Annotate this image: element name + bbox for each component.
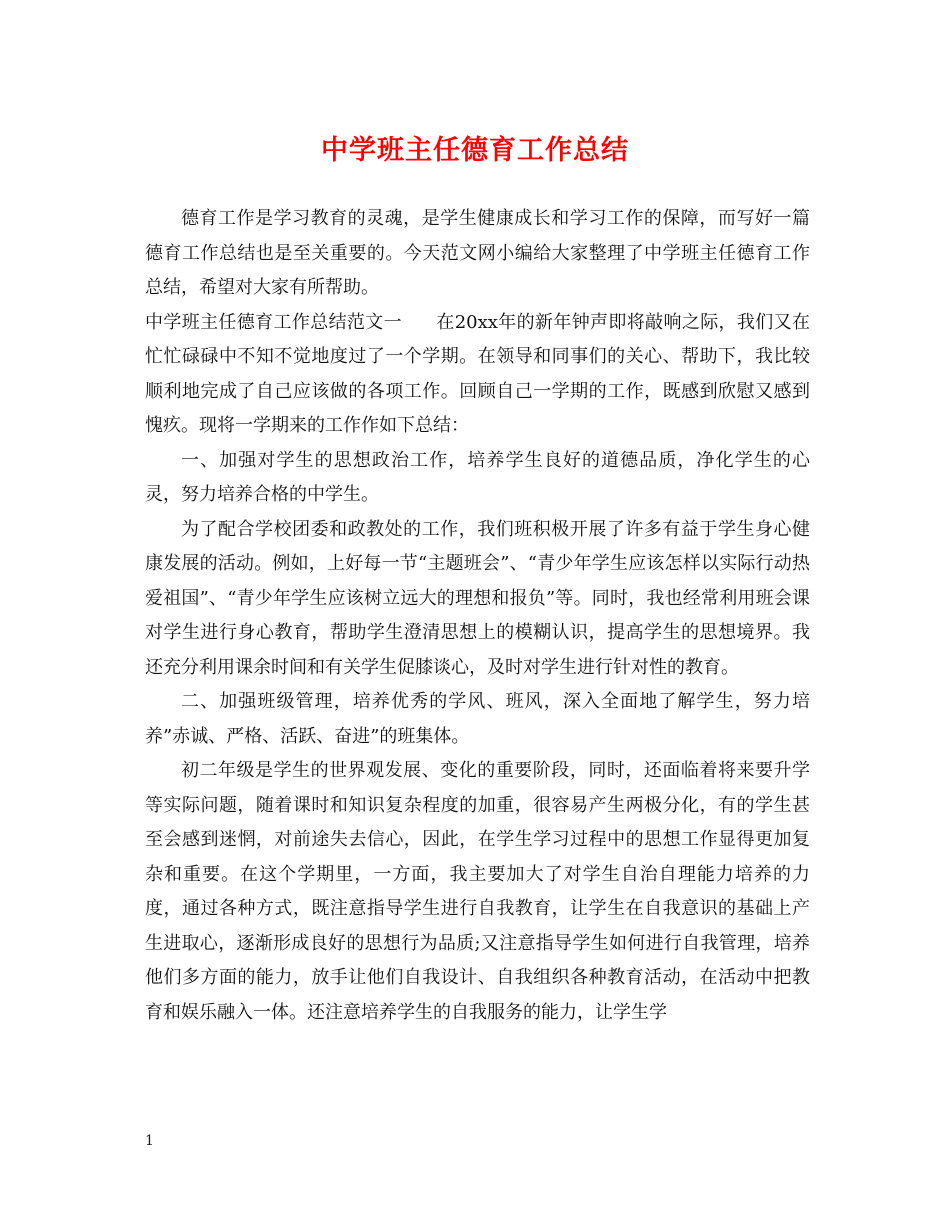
document-title: 中学班主任德育工作总结 <box>321 135 629 166</box>
intro-paragraph: 德育工作是学习教育的灵魂，是学生健康成长和学习工作的保障，而写好一篇德育工作总结也是至关重要的。今天范文网小编给大家整理了中学班主任德育工作总结，希望对大家有所帮助。 <box>145 208 810 298</box>
body-paragraph: 初二年级是学生的世界观发展、变化的重要阶段，同时，还面临着将来要升学等实际问题，随着课时和知识复杂程度的加重，很容易产生两极分化，有的学生甚至会感到迷惘，对前途失去信心，因此，在学生学习过程中的思想工作显得更加复杂和重要。在这个学期里，一方面，我主要加大了对学生自治自理能力培养的力度，通过各种方式，既注意指导学生进行自我教育，让学生在自我意识的基础上产生进取心，逐渐形成良好的思想行为品质;又注意指导学生如何进行自我管理，培养他们多方面的能力，放手让他们自我设计、自我组织各种教育活动，在活动中把教育和娱乐融入一体。还注意培养学生的自我服务的能力，让学生学 <box>145 760 810 1023</box>
page-number: 1 <box>145 1133 154 1149</box>
section-paragraph <box>145 306 810 444</box>
section-label: 中学班主任德育工作总结范文一 <box>145 311 402 333</box>
body-paragraph: 为了配合学校团委和政教处的工作，我们班积极开展了许多有益于学生身心健康发展的活动。例如，上好每一节“主题班会”、“青少年学生应该怎样以实际行动热爱祖国”、“青少年学生应该树立远大的理想和报负”等。同时，我也经常利用班会课对学生进行身心教育，帮助学生澄清思想上的模糊认识，提高学生的思想境界。我还充分利用课余时间和有关学生促膝谈心，及时对学生进行针对性的教育。 <box>145 518 810 678</box>
body-paragraph: 二、加强班级管理，培养优秀的学风、班风，深入全面地了解学生，努力培养”赤诚、严格、活跃、奋进”的班集体。 <box>145 691 810 747</box>
document-body <box>145 202 810 1030</box>
body-paragraph: 一、加强对学生的思想政治工作，培养学生良好的道德品质，净化学生的心灵，努力培养合格的中学生。 <box>145 449 810 505</box>
section-body: 在20xx年的新年钟声即将敲响之际，我们又在忙忙碌碌中不知不觉地度过了一个学期。在领导和同事们的关心、帮助下，我比较顺利地完成了自己应该做的各项工作。回顾自己一学期的工作，既感到欣慰又感到愧疚。现将一学期来的工作作如下总结： <box>145 311 810 436</box>
